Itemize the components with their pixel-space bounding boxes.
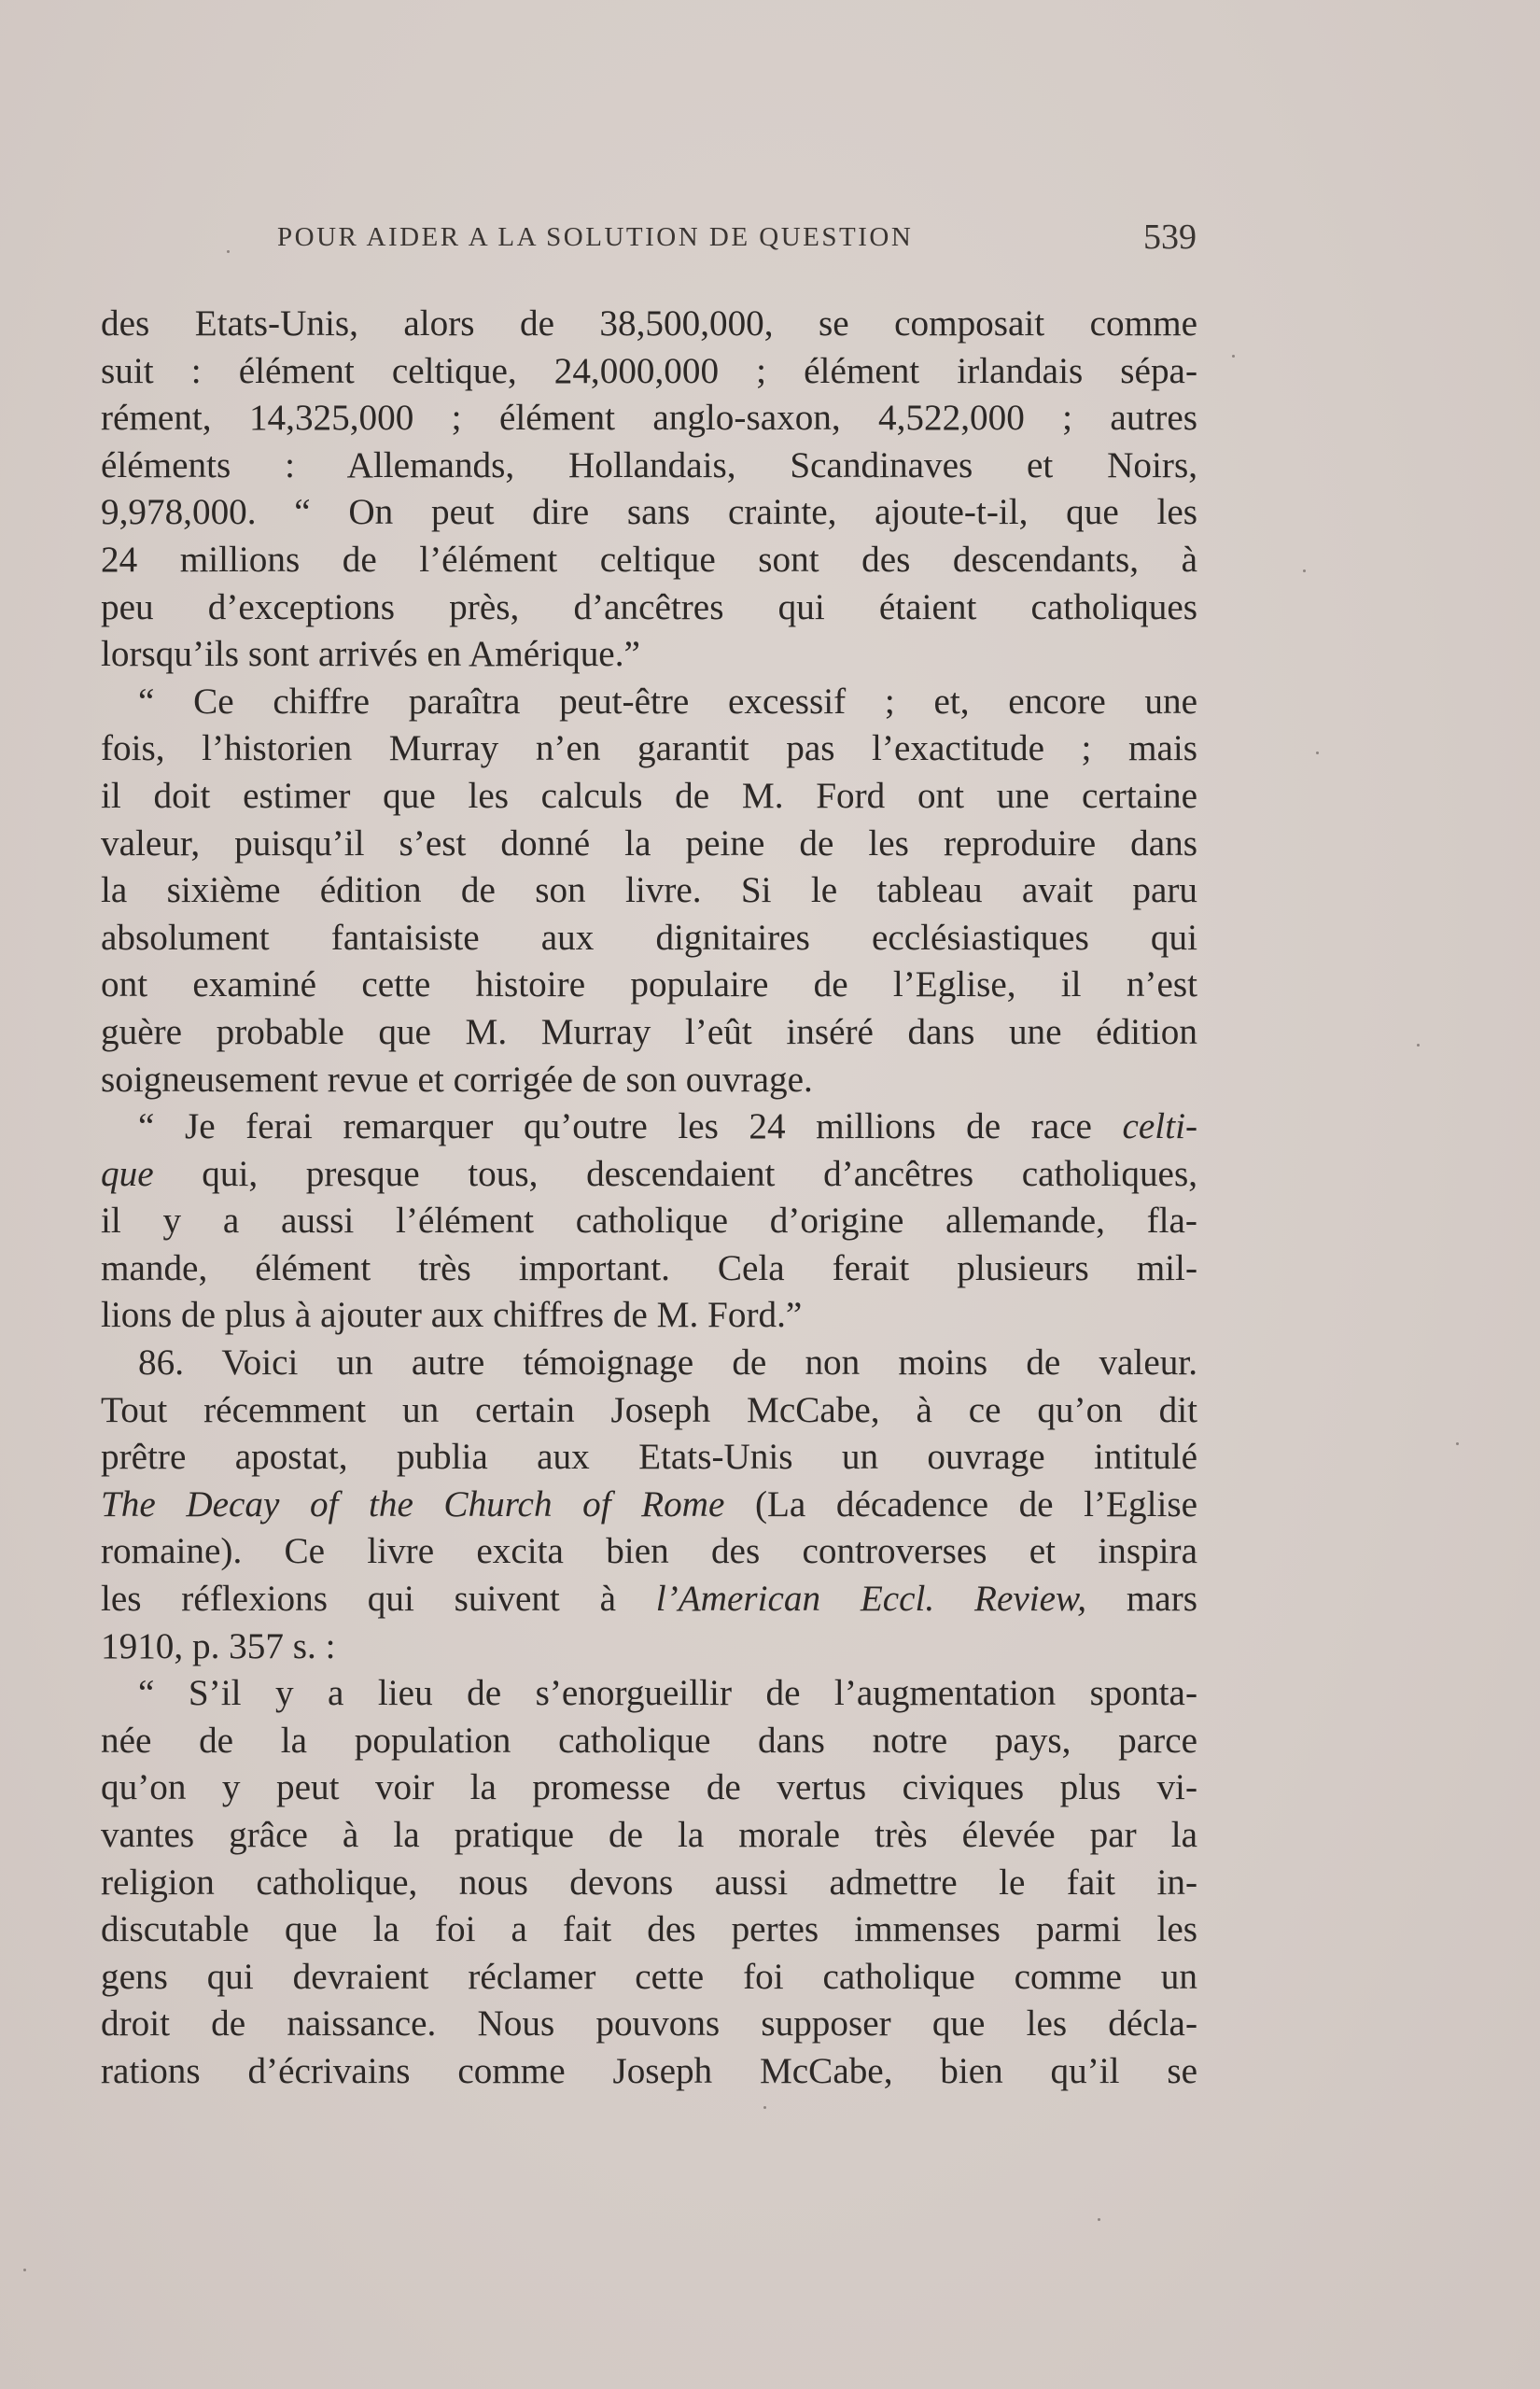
- text-line: romaine). Ce livre excita bien des controverses et inspira: [101, 1531, 1197, 1572]
- text-line: valeur, puisqu’il s’est donné la peine de les reproduire dans: [101, 822, 1197, 864]
- text-line: [101, 1482, 1197, 1529]
- text-line: lions de plus à ajouter aux chiffres de M. Ford.”: [101, 1295, 803, 1336]
- italic-segment: The Decay of the Church of Rome: [101, 1483, 725, 1525]
- paper-speck: [1417, 1044, 1420, 1047]
- text-line: 86. Voici un autre témoignage de non moins de valeur.: [138, 1342, 1197, 1384]
- text-line: lorsqu’ils sont arrivés en Amérique.”: [101, 634, 640, 675]
- text-line: il y a aussi l’élément catholique d’origine allemande, fla-: [101, 1201, 1197, 1242]
- text-line: vantes grâce à la pratique de la morale très élevée par la: [101, 1815, 1197, 1855]
- text-segment: (La décadence de l’Eglise: [754, 1483, 1198, 1525]
- paper-speck: [1303, 569, 1306, 572]
- text-segment: qui, presque tous, descendaient d’ancêtres catholiques,: [202, 1153, 1197, 1194]
- italic-segment: que: [101, 1153, 154, 1194]
- text-line: rément, 14,325,000 ; élément anglo-saxon, 4,522,000 ; autres: [101, 398, 1197, 439]
- text-line: gens qui devraient réclamer cette foi catholique comme un: [101, 1956, 1197, 1997]
- text-line: Tout récemment un certain Joseph McCabe, à ce qu’on dit: [101, 1389, 1197, 1430]
- paper-speck: [227, 250, 230, 253]
- text-line: “ Ce chiffre paraîtra peut-être excessif ; et, encore une: [138, 681, 1197, 722]
- italic-segment: l’American Eccl. Review,: [655, 1579, 1087, 1620]
- text-line: ont examiné cette histoire populaire de l’Eglise, il n’est: [101, 964, 1197, 1005]
- text-line: 1910, p. 357 s. :: [101, 1625, 336, 1666]
- text-line: prêtre apostat, publia aux Etats-Unis un ouvrage intitulé: [101, 1437, 1197, 1478]
- text-line: soigneusement revue et corrigée de son ouvrage.: [101, 1059, 813, 1100]
- text-line: [101, 1576, 1197, 1623]
- page-header: [105, 217, 1197, 263]
- text-segment: les réflexions qui suivent à: [101, 1579, 616, 1620]
- paper-speck: [1232, 355, 1235, 358]
- text-line: “ S’il y a lieu de s’enorgueillir de l’augmentation sponta-: [138, 1673, 1197, 1714]
- text-line: fois, l’historien Murray n’en garantit pas l’exactitude ; mais: [101, 728, 1197, 769]
- text-line: rations d’écrivains comme Joseph McCabe, bien qu’il se: [101, 2050, 1197, 2091]
- italic-segment: celti-: [1122, 1106, 1198, 1147]
- text-line: discutable que la foi a fait des pertes immenses parmi les: [101, 1909, 1197, 1950]
- paper-speck: [1456, 1442, 1459, 1445]
- text-line: absolument fantaisiste aux dignitaires ecclésiastiques qui: [101, 917, 1197, 958]
- text-line: il doit estimer que les calculs de M. Ford ont une certaine: [101, 775, 1197, 816]
- text-line: suit : élément celtique, 24,000,000 ; élément irlandais sépa-: [101, 350, 1197, 391]
- text-line: droit de naissance. Nous pouvons supposer que les décla-: [101, 2003, 1197, 2045]
- text-line: guère probable que M. Murray l’eût inséré dans une édition: [101, 1011, 1197, 1052]
- text-line: religion catholique, nous devons aussi admettre le fait in-: [101, 1862, 1197, 1903]
- text-line: 9,978,000. “ On peut dire sans crainte, ajoute-t-il, que les: [101, 492, 1197, 533]
- paper-speck: [1316, 752, 1319, 754]
- text-line: peu d’exceptions près, d’ancêtres qui étaient catholiques: [101, 586, 1197, 627]
- text-line: mande, élément très important. Cela ferait plusieurs mil-: [101, 1247, 1197, 1288]
- text-segment: “ Je ferai remarquer qu’outre les 24 millions de race: [138, 1106, 1092, 1147]
- body-text: [101, 301, 1197, 2096]
- text-line: [101, 1151, 1197, 1199]
- paper-speck: [1098, 2218, 1100, 2221]
- paper-speck: [763, 2106, 766, 2109]
- text-line: 24 millions de l’élément celtique sont des descendants, à: [101, 539, 1197, 580]
- text-line: la sixième édition de son livre. Si le tableau avait paru: [101, 870, 1197, 911]
- paper-speck: [23, 2269, 26, 2271]
- text-line: qu’on y peut voir la promesse de vertus civiques plus vi-: [101, 1767, 1197, 1808]
- text-line: éléments : Allemands, Hollandais, Scandinaves et Noirs,: [101, 444, 1197, 485]
- page-number: 539: [1143, 218, 1197, 257]
- text-line: des Etats-Unis, alors de 38,500,000, se composait comme: [101, 303, 1197, 344]
- running-head: POUR AIDER A LA SOLUTION DE QUESTION: [277, 222, 914, 252]
- text-line: née de la population catholique dans notre pays, parce: [101, 1720, 1197, 1761]
- text-segment: mars: [1126, 1579, 1198, 1620]
- text-line: [101, 1103, 1197, 1151]
